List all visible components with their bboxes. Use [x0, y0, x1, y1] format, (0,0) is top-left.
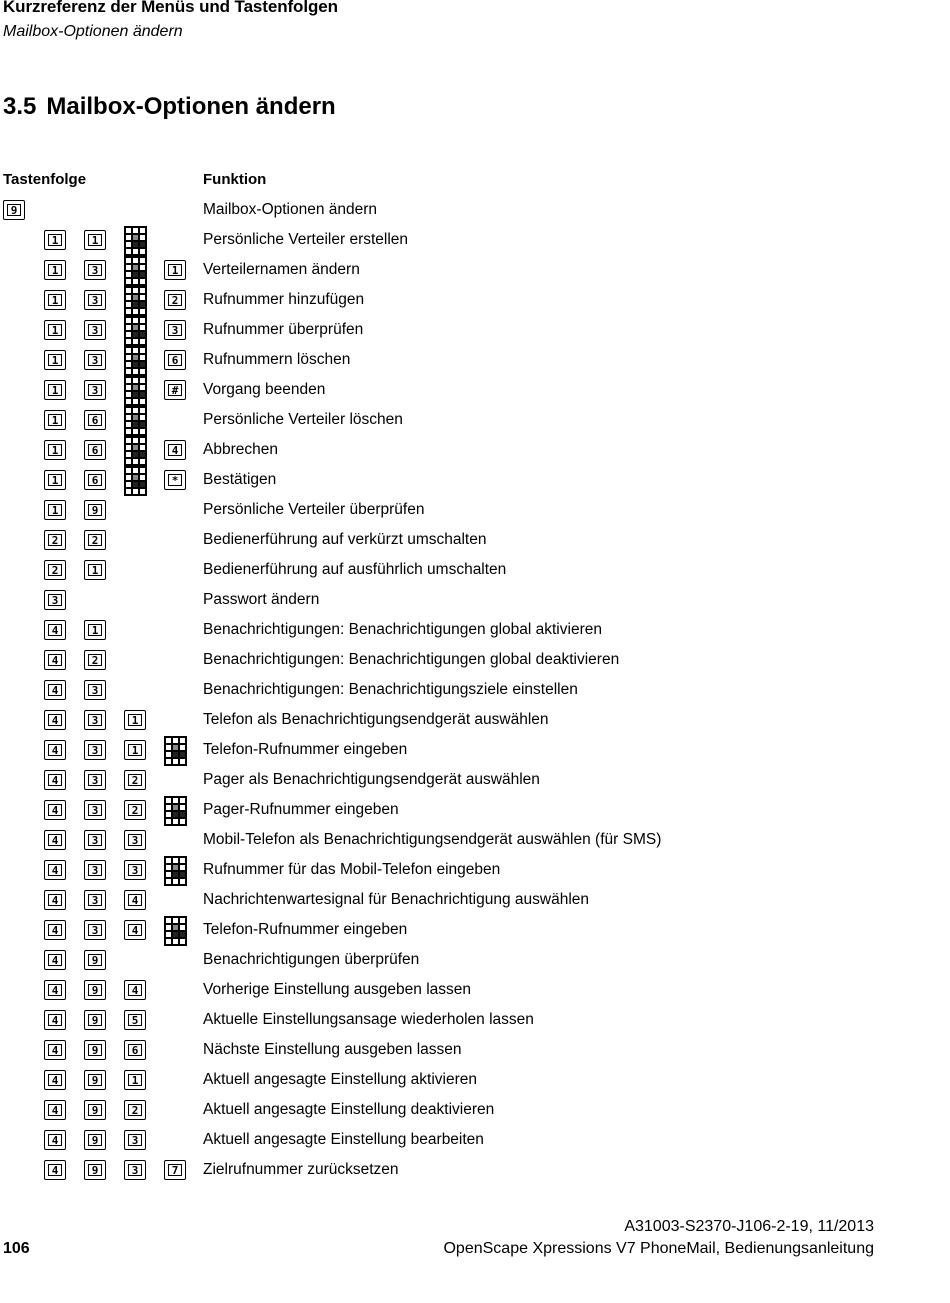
key-icon — [124, 1040, 146, 1060]
key-icon — [164, 380, 186, 400]
section-heading — [3, 93, 336, 121]
function-label: Vorgang beenden — [203, 381, 326, 398]
key-label: 2 — [128, 1104, 142, 1116]
table-row — [0, 554, 950, 584]
key-icon — [44, 1100, 66, 1120]
key-icon — [44, 590, 66, 610]
key-label: 3 — [88, 354, 102, 366]
key-label: * — [168, 474, 182, 486]
key-icon — [164, 1160, 186, 1180]
key-label: 3 — [168, 324, 182, 336]
function-label: Nachrichtenwartesignal für Benachrichtigung auswählen — [203, 891, 590, 908]
key-label: 4 — [48, 1164, 62, 1176]
key-label: 9 — [88, 1104, 102, 1116]
key-icon — [44, 620, 66, 640]
key-label: 3 — [128, 1164, 142, 1176]
key-icon — [84, 770, 106, 790]
key-label: 1 — [48, 384, 62, 396]
key-icon — [84, 350, 106, 370]
key-label: 3 — [88, 324, 102, 336]
key-label: 2 — [128, 774, 142, 786]
key-icon — [84, 530, 106, 550]
key-label: 3 — [48, 594, 62, 606]
table-row — [0, 854, 950, 884]
key-label: 5 — [128, 1014, 142, 1026]
key-icon — [124, 800, 146, 820]
key-icon — [44, 1160, 66, 1180]
key-label: 9 — [88, 1044, 102, 1056]
table-row — [0, 914, 950, 944]
key-icon — [124, 890, 146, 910]
key-icon — [44, 440, 66, 460]
page-number: 106 — [3, 1240, 30, 1257]
key-label: 4 — [48, 684, 62, 696]
table-row — [0, 464, 950, 494]
key-label: # — [168, 384, 182, 396]
key-label: 6 — [88, 414, 102, 426]
key-icon — [164, 470, 186, 490]
key-icon — [84, 710, 106, 730]
key-label: 3 — [88, 924, 102, 936]
key-label: 4 — [48, 834, 62, 846]
table-row — [0, 824, 950, 854]
table-row — [0, 584, 950, 614]
table-row — [0, 644, 950, 674]
key-icon — [44, 1010, 66, 1030]
key-label: 4 — [48, 624, 62, 636]
key-icon — [124, 860, 146, 880]
key-icon — [84, 800, 106, 820]
key-label: 6 — [88, 474, 102, 486]
function-label: Rufnummer überprüfen — [203, 321, 364, 338]
key-icon — [44, 410, 66, 430]
key-label: 4 — [48, 744, 62, 756]
key-label: 1 — [48, 414, 62, 426]
key-label: 4 — [48, 804, 62, 816]
key-label: 9 — [7, 204, 21, 216]
table-row — [0, 194, 950, 224]
table-row — [0, 674, 950, 704]
key-icon — [84, 1160, 106, 1180]
key-icon — [44, 920, 66, 940]
function-label: Aktuell angesagte Einstellung aktivieren — [203, 1071, 478, 1088]
key-label: 9 — [88, 954, 102, 966]
key-label: 3 — [88, 714, 102, 726]
key-label: 1 — [48, 234, 62, 246]
function-label: Rufnummer hinzufügen — [203, 291, 365, 308]
key-icon — [44, 830, 66, 850]
key-icon — [84, 1070, 106, 1090]
dialpad-digits-icon — [124, 260, 146, 280]
key-label: 3 — [88, 294, 102, 306]
function-label: Telefon als Benachrichtigungsendgerät auswählen — [203, 711, 549, 728]
key-label: 4 — [48, 1104, 62, 1116]
key-icon — [44, 980, 66, 1000]
key-label: 3 — [88, 894, 102, 906]
function-label: Verteilernamen ändern — [203, 261, 360, 278]
function-label: Aktuell angesagte Einstellung bearbeiten — [203, 1131, 484, 1148]
key-icon — [84, 920, 106, 940]
key-icon — [84, 620, 106, 640]
key-label: 6 — [168, 354, 182, 366]
key-label: 3 — [128, 864, 142, 876]
table-row — [0, 524, 950, 554]
key-icon — [124, 1100, 146, 1120]
dialpad-digits-icon — [164, 740, 186, 760]
key-label: 1 — [128, 714, 142, 726]
key-label: 2 — [88, 654, 102, 666]
key-label: 4 — [48, 924, 62, 936]
key-label: 3 — [88, 264, 102, 276]
table-row — [0, 764, 950, 794]
key-label: 3 — [88, 744, 102, 756]
key-icon — [164, 260, 186, 280]
section-number: 3.5 — [3, 93, 37, 120]
key-label: 4 — [48, 774, 62, 786]
dialpad-digits-icon — [164, 860, 186, 880]
function-label: Bedienerführung auf ausführlich umschalten — [203, 561, 507, 578]
key-icon — [164, 350, 186, 370]
key-icon — [84, 440, 106, 460]
key-label: 1 — [88, 624, 102, 636]
table-row — [0, 434, 950, 464]
key-icon — [84, 290, 106, 310]
table-row — [0, 374, 950, 404]
function-label: Aktuell angesagte Einstellung deaktivieren — [203, 1101, 495, 1118]
dialpad-digits-icon — [164, 800, 186, 820]
key-icon — [164, 320, 186, 340]
key-icon — [84, 740, 106, 760]
table-row — [0, 494, 950, 524]
key-icon — [3, 200, 25, 220]
function-label: Persönliche Verteiler erstellen — [203, 231, 409, 248]
column-header-function: Funktion — [203, 171, 267, 188]
key-label: 1 — [88, 564, 102, 576]
function-label: Benachrichtigungen: Benachrichtigungen global aktivieren — [203, 621, 602, 638]
key-icon — [84, 890, 106, 910]
key-label: 3 — [88, 804, 102, 816]
dialpad-digits-icon — [124, 230, 146, 250]
key-icon — [84, 320, 106, 340]
function-label: Benachrichtigungen überprüfen — [203, 951, 420, 968]
function-label: Benachrichtigungen: Benachrichtigungen global deaktivieren — [203, 651, 620, 668]
key-icon — [84, 1130, 106, 1150]
function-label: Abbrechen — [203, 441, 278, 458]
key-icon — [84, 470, 106, 490]
dialpad-digits-icon — [124, 290, 146, 310]
key-icon — [84, 560, 106, 580]
key-icon — [84, 1100, 106, 1120]
key-label: 4 — [48, 954, 62, 966]
function-label: Persönliche Verteiler löschen — [203, 411, 403, 428]
function-label: Bedienerführung auf verkürzt umschalten — [203, 531, 487, 548]
key-label: 2 — [48, 534, 62, 546]
function-label: Mobil-Telefon als Benachrichtigungsendgerät auswählen (für SMS) — [203, 831, 662, 848]
dialpad-digits-icon — [124, 440, 146, 460]
table-row — [0, 1064, 950, 1094]
table-row — [0, 1034, 950, 1064]
function-label: Nächste Einstellung ausgeben lassen — [203, 1041, 462, 1058]
key-icon — [44, 680, 66, 700]
dialpad-digits-icon — [164, 920, 186, 940]
key-label: 4 — [128, 924, 142, 936]
key-label: 1 — [48, 324, 62, 336]
key-icon — [124, 1070, 146, 1090]
key-label: 9 — [88, 1074, 102, 1086]
product-name: OpenScape Xpressions V7 PhoneMail, Bedienungsanleitung — [443, 1240, 874, 1257]
table-row — [0, 1094, 950, 1124]
key-icon — [124, 1130, 146, 1150]
key-label: 4 — [48, 894, 62, 906]
table-row — [0, 974, 950, 1004]
key-icon — [84, 950, 106, 970]
function-label: Rufnummer für das Mobil-Telefon eingeben — [203, 861, 501, 878]
key-icon — [44, 1070, 66, 1090]
key-label: 3 — [88, 864, 102, 876]
key-icon — [44, 710, 66, 730]
key-icon — [44, 890, 66, 910]
key-label: 3 — [88, 384, 102, 396]
key-icon — [84, 500, 106, 520]
key-icon — [44, 650, 66, 670]
key-icon — [164, 440, 186, 460]
key-label: 2 — [88, 534, 102, 546]
dialpad-digits-icon — [124, 350, 146, 370]
table-row — [0, 884, 950, 914]
function-label: Telefon-Rufnummer eingeben — [203, 741, 408, 758]
key-icon — [124, 740, 146, 760]
key-label: 4 — [168, 444, 182, 456]
key-icon — [124, 1010, 146, 1030]
key-label: 7 — [168, 1164, 182, 1176]
key-label: 4 — [48, 1014, 62, 1026]
key-sequence-table — [0, 194, 950, 1184]
key-label: 4 — [48, 864, 62, 876]
dialpad-digits-icon — [124, 470, 146, 490]
key-icon — [84, 230, 106, 250]
key-icon — [44, 320, 66, 340]
key-label: 9 — [88, 1164, 102, 1176]
key-icon — [44, 470, 66, 490]
key-label: 3 — [88, 774, 102, 786]
key-label: 4 — [48, 984, 62, 996]
key-label: 1 — [48, 444, 62, 456]
function-label: Bestätigen — [203, 471, 277, 488]
table-row — [0, 1004, 950, 1034]
function-label: Persönliche Verteiler überprüfen — [203, 501, 425, 518]
function-label: Mailbox-Optionen ändern — [203, 201, 378, 218]
table-row — [0, 284, 950, 314]
key-icon — [44, 350, 66, 370]
table-row — [0, 224, 950, 254]
table-row — [0, 344, 950, 374]
key-icon — [84, 1040, 106, 1060]
running-header-subtitle: Mailbox-Optionen ändern — [3, 23, 183, 40]
key-icon — [124, 980, 146, 1000]
dialpad-digits-icon — [124, 380, 146, 400]
key-label: 1 — [168, 264, 182, 276]
key-label: 6 — [88, 444, 102, 456]
function-label: Rufnummern löschen — [203, 351, 351, 368]
key-label: 6 — [128, 1044, 142, 1056]
table-row — [0, 734, 950, 764]
key-icon — [124, 710, 146, 730]
table-row — [0, 404, 950, 434]
key-icon — [44, 560, 66, 580]
function-label: Passwort ändern — [203, 591, 320, 608]
function-label: Telefon-Rufnummer eingeben — [203, 921, 408, 938]
key-icon — [44, 380, 66, 400]
key-icon — [164, 290, 186, 310]
key-icon — [124, 770, 146, 790]
key-label: 1 — [128, 1074, 142, 1086]
section-title: Mailbox-Optionen ändern — [46, 93, 336, 120]
key-icon — [84, 380, 106, 400]
key-label: 9 — [88, 1014, 102, 1026]
key-label: 2 — [168, 294, 182, 306]
function-label: Pager als Benachrichtigungsendgerät auswählen — [203, 771, 540, 788]
key-label: 3 — [128, 834, 142, 846]
key-icon — [124, 830, 146, 850]
key-label: 1 — [48, 474, 62, 486]
key-icon — [84, 650, 106, 670]
function-label: Benachrichtigungen: Benachrichtigungsziele einstellen — [203, 681, 578, 698]
key-icon — [124, 1160, 146, 1180]
key-label: 4 — [48, 1074, 62, 1086]
key-icon — [84, 980, 106, 1000]
key-icon — [44, 770, 66, 790]
key-icon — [44, 860, 66, 880]
key-icon — [44, 1130, 66, 1150]
key-icon — [44, 290, 66, 310]
function-label: Aktuelle Einstellungsansage wiederholen lassen — [203, 1011, 534, 1028]
document-id: A31003-S2370-J106-2-19, 11/2013 — [624, 1218, 874, 1235]
key-icon — [44, 530, 66, 550]
key-label: 9 — [88, 1134, 102, 1146]
key-icon — [84, 860, 106, 880]
key-label: 3 — [88, 684, 102, 696]
key-icon — [44, 950, 66, 970]
dialpad-digits-icon — [124, 410, 146, 430]
table-row — [0, 944, 950, 974]
key-label: 2 — [48, 564, 62, 576]
key-icon — [44, 500, 66, 520]
key-icon — [84, 830, 106, 850]
key-icon — [44, 1040, 66, 1060]
key-label: 3 — [128, 1134, 142, 1146]
key-label: 1 — [88, 234, 102, 246]
key-label: 1 — [48, 294, 62, 306]
key-label: 4 — [48, 654, 62, 666]
key-label: 9 — [88, 984, 102, 996]
table-row — [0, 1154, 950, 1184]
key-label: 3 — [88, 834, 102, 846]
function-label: Vorherige Einstellung ausgeben lassen — [203, 981, 471, 998]
key-icon — [44, 260, 66, 280]
function-label: Zielrufnummer zurücksetzen — [203, 1161, 399, 1178]
key-icon — [44, 800, 66, 820]
key-label: 4 — [48, 1044, 62, 1056]
key-label: 1 — [128, 744, 142, 756]
key-label: 9 — [88, 504, 102, 516]
key-label: 1 — [48, 264, 62, 276]
key-label: 4 — [48, 714, 62, 726]
key-icon — [44, 740, 66, 760]
key-icon — [124, 920, 146, 940]
key-label: 1 — [48, 504, 62, 516]
key-icon — [84, 260, 106, 280]
table-row — [0, 254, 950, 284]
table-row — [0, 704, 950, 734]
key-label: 4 — [128, 984, 142, 996]
running-header-title: Kurzreferenz der Menüs und Tastenfolgen — [3, 0, 338, 16]
table-row — [0, 614, 950, 644]
dialpad-digits-icon — [124, 320, 146, 340]
key-icon — [44, 230, 66, 250]
key-icon — [84, 410, 106, 430]
key-label: 1 — [48, 354, 62, 366]
table-row — [0, 1124, 950, 1154]
key-icon — [84, 1010, 106, 1030]
key-icon — [84, 680, 106, 700]
key-label: 4 — [48, 1134, 62, 1146]
table-row — [0, 794, 950, 824]
key-label: 2 — [128, 804, 142, 816]
column-header-keys: Tastenfolge — [3, 171, 87, 188]
function-label: Pager-Rufnummer eingeben — [203, 801, 399, 818]
table-row — [0, 314, 950, 344]
key-label: 4 — [128, 894, 142, 906]
